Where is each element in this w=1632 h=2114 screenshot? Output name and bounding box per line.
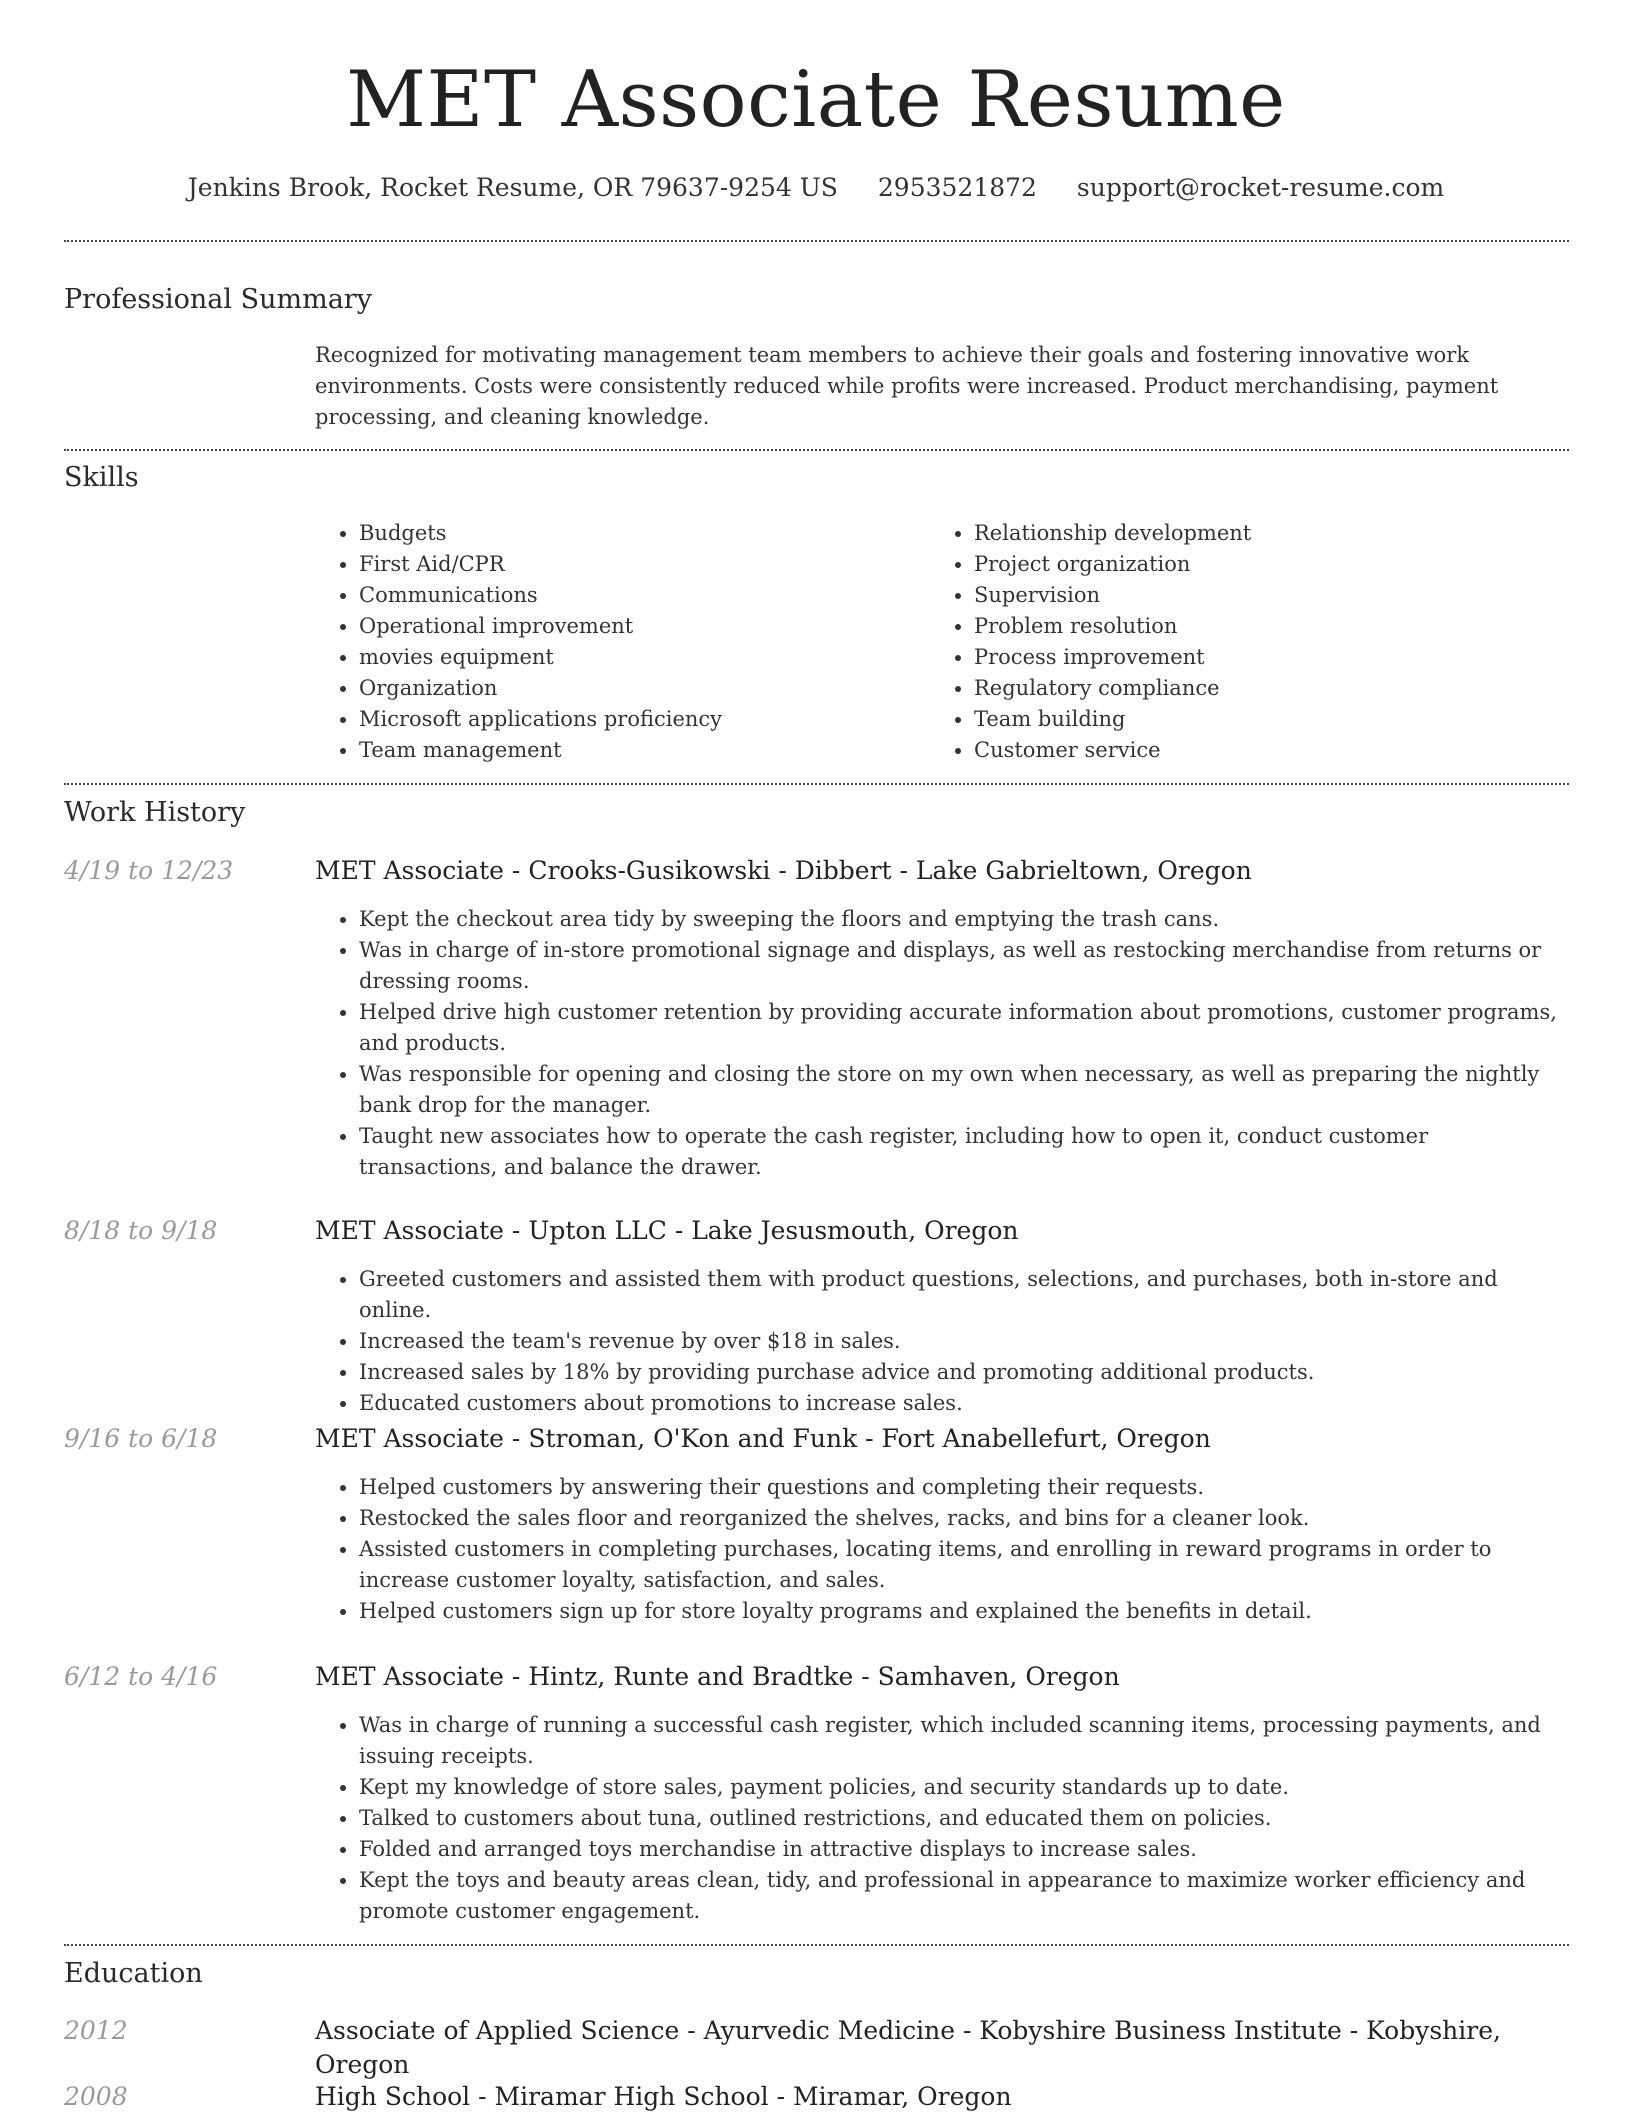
job-bullet: • Kept the toys and beauty areas clean, tidy, and professional in appearance to maximize worker efficiency and promote customer engagement. bbox=[359, 1865, 1570, 1927]
skill-item: • Project organization bbox=[974, 549, 1574, 580]
job-title: MET Associate - Stroman, O'Kon and Funk - Fort Anabellefurt, Oregon bbox=[315, 1424, 1211, 1453]
job-bullet: • Greeted customers and assisted them with product questions, selections, and purchases, both in-store and online. bbox=[359, 1264, 1570, 1326]
skill-item: • Operational improvement bbox=[359, 611, 959, 642]
job-bullet: • Taught new associates how to operate the cash register, including how to open it, conduct customer transactions, and balance the drawer. bbox=[359, 1121, 1570, 1183]
skill-item: • Regulatory compliance bbox=[974, 673, 1574, 704]
skill-item: • Customer service bbox=[974, 735, 1574, 766]
summary-text: Recognized for motivating management team members to achieve their goals and fostering innovative work environments. Costs were consistently reduced while profits were increased. Product merchandising, payment processing, and cleaning knowledge. bbox=[315, 343, 1499, 429]
skill-item: • Team management bbox=[359, 735, 959, 766]
skill-item: • Microsoft applications proficiency bbox=[359, 704, 959, 735]
job-bullet: • Restocked the sales floor and reorganized the shelves, racks, and bins for a cleaner look. bbox=[359, 1503, 1570, 1534]
job-bullet: • Increased the team's revenue by over $18 in sales. bbox=[359, 1326, 1570, 1357]
job-dates: 4/19 to 12/23 bbox=[64, 856, 234, 885]
job-bullets bbox=[315, 1472, 1570, 1627]
contact-line bbox=[0, 168, 1632, 208]
skill-item: • First Aid/CPR bbox=[359, 549, 959, 580]
page-title: MET Associate Resume bbox=[346, 55, 1286, 145]
contact-phone: 2953521872 bbox=[877, 173, 1037, 202]
job-bullets bbox=[315, 1264, 1570, 1419]
contact-address: Jenkins Brook, Rocket Resume, OR 79637-9254 US bbox=[187, 173, 838, 202]
divider bbox=[64, 240, 1569, 242]
skills-list-right bbox=[930, 518, 1574, 766]
job-bullets bbox=[315, 904, 1570, 1183]
job-bullet: • Was in charge of running a successful cash register, which included scanning items, processing payments, and issuing receipts. bbox=[359, 1710, 1570, 1772]
section-title-education: Education bbox=[64, 1958, 203, 1989]
education-year: 2008 bbox=[64, 2082, 128, 2111]
skill-item: • Problem resolution bbox=[974, 611, 1574, 642]
skill-item: • Process improvement bbox=[974, 642, 1574, 673]
skill-item: • Communications bbox=[359, 580, 959, 611]
divider bbox=[64, 1944, 1569, 1946]
section-title-skills: Skills bbox=[64, 462, 139, 493]
skill-item: • Relationship development bbox=[974, 518, 1574, 549]
education-title: Associate of Applied Science - Ayurvedic Medicine - Kobyshire Business Institute - Kobyshire, Oregon bbox=[315, 2016, 1501, 2079]
job-dates: 8/18 to 9/18 bbox=[64, 1216, 218, 1245]
job-dates: 6/12 to 4/16 bbox=[64, 1662, 218, 1691]
skill-item: • Supervision bbox=[974, 580, 1574, 611]
job-bullet: • Kept my knowledge of store sales, payment policies, and security standards up to date. bbox=[359, 1772, 1570, 1803]
job-bullet: • Helped drive high customer retention by providing accurate information about promotions, customer programs, and products. bbox=[359, 997, 1570, 1059]
job-bullet: • Helped customers sign up for store loyalty programs and explained the benefits in detail. bbox=[359, 1596, 1570, 1627]
job-bullets bbox=[315, 1710, 1570, 1927]
job-bullet: • Was responsible for opening and closing the store on my own when necessary, as well as preparing the nightly bank drop for the manager. bbox=[359, 1059, 1570, 1121]
job-title: MET Associate - Hintz, Runte and Bradtke - Samhaven, Oregon bbox=[315, 1662, 1120, 1691]
skill-item: • Team building bbox=[974, 704, 1574, 735]
job-bullet: • Increased sales by 18% by providing purchase advice and promoting additional products. bbox=[359, 1357, 1570, 1388]
divider bbox=[64, 449, 1569, 451]
job-bullet: • Was in charge of in-store promotional signage and displays, as well as restocking merchandise from returns or dressing rooms. bbox=[359, 935, 1570, 997]
job-bullet: • Folded and arranged toys merchandise in attractive displays to increase sales. bbox=[359, 1834, 1570, 1865]
job-bullet: • Assisted customers in completing purchases, locating items, and enrolling in reward programs in order to increase customer loyalty, satisfaction, and sales. bbox=[359, 1534, 1570, 1596]
skill-item: • Budgets bbox=[359, 518, 959, 549]
education-title: High School - Miramar High School - Miramar, Oregon bbox=[315, 2082, 1012, 2111]
section-title-work: Work History bbox=[64, 797, 246, 828]
divider bbox=[64, 783, 1569, 785]
job-bullet: • Kept the checkout area tidy by sweeping the floors and emptying the trash cans. bbox=[359, 904, 1570, 935]
job-dates: 9/16 to 6/18 bbox=[64, 1424, 218, 1453]
job-bullet: • Talked to customers about tuna, outlined restrictions, and educated them on policies. bbox=[359, 1803, 1570, 1834]
section-title-summary: Professional Summary bbox=[64, 284, 372, 315]
education-year: 2012 bbox=[64, 2016, 128, 2045]
job-bullet: • Helped customers by answering their questions and completing their requests. bbox=[359, 1472, 1570, 1503]
job-bullet: • Educated customers about promotions to increase sales. bbox=[359, 1388, 1570, 1419]
job-title: MET Associate - Crooks-Gusikowski - Dibbert - Lake Gabrieltown, Oregon bbox=[315, 856, 1252, 885]
skill-item: • movies equipment bbox=[359, 642, 959, 673]
skills-list-left bbox=[315, 518, 959, 766]
skill-item: • Organization bbox=[359, 673, 959, 704]
job-title: MET Associate - Upton LLC - Lake Jesusmouth, Oregon bbox=[315, 1216, 1019, 1245]
contact-email: support@rocket-resume.com bbox=[1076, 173, 1445, 202]
